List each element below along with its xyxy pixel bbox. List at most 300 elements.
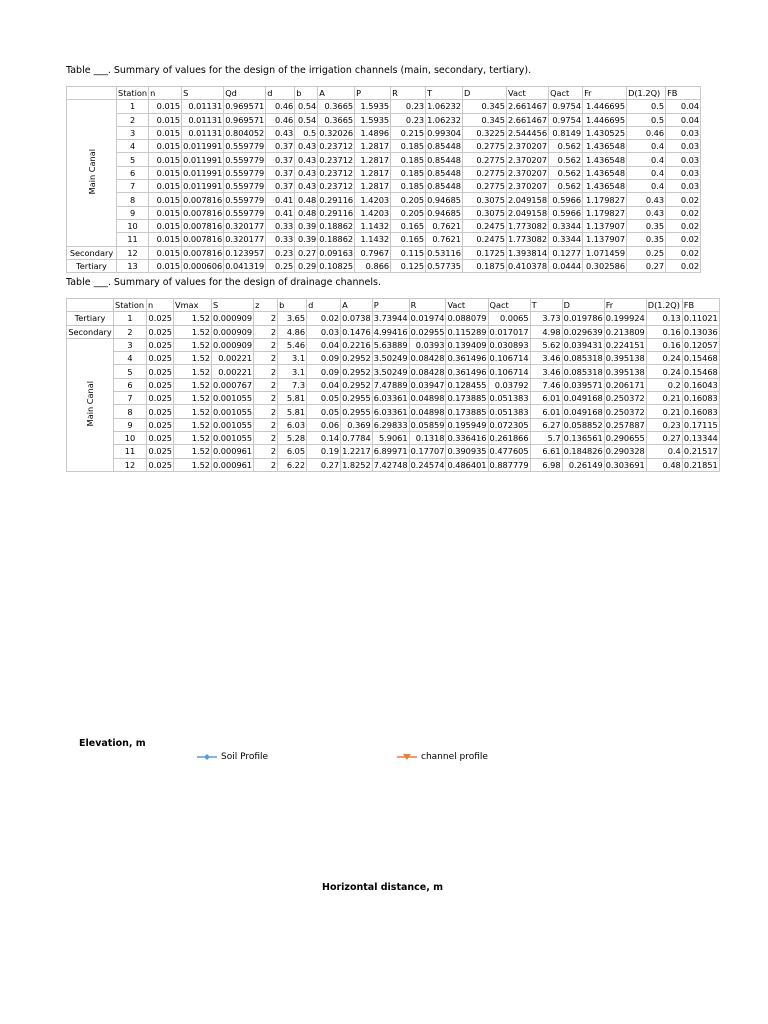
table-cell: 0.290328 — [605, 446, 645, 457]
table-cell: 0.7621 — [426, 219, 463, 232]
table-cell: 1.1432 — [355, 219, 391, 232]
table-cell: 2 — [254, 458, 278, 471]
table-cell: 0.9754 — [549, 113, 583, 126]
table-cell: 0.866 — [355, 259, 391, 272]
column-header: b — [295, 87, 318, 100]
table-cell: 0.48 — [295, 206, 318, 219]
table-cell: 1.8252 — [342, 459, 371, 470]
chart-x-axis-label: Horizontal distance, m — [322, 882, 444, 893]
table-cell: 0.43 — [295, 180, 318, 193]
table-cell: 0.2775 — [462, 166, 506, 179]
table-cell: 0.2 — [646, 378, 682, 391]
group-label — [67, 100, 117, 246]
table-cell: 7 — [117, 180, 149, 193]
table-cell: 0.21 — [646, 405, 682, 418]
table-cell: 0.320177 — [225, 234, 265, 245]
table-cell: 0.27 — [627, 259, 666, 272]
table-cell: 0.320177 — [225, 221, 265, 232]
column-header: Vact — [506, 87, 548, 100]
table-cell: 0.025 — [147, 445, 174, 458]
table-cell: 0.03 — [666, 140, 701, 153]
table-cell: 0.085318 — [563, 353, 603, 364]
irrigation-table-caption: Table ___. Summary of values for the design of the irrigation channels (main, secondary, tertiary). — [66, 65, 532, 76]
table-cell: 0.29 — [295, 259, 318, 272]
table-cell: 1.430525 — [583, 126, 627, 139]
table-row — [67, 352, 720, 365]
table-cell: 0.128455 — [447, 379, 487, 390]
table-cell: 0.165 — [391, 219, 426, 232]
table-cell: 0.025 — [147, 418, 174, 431]
table-cell: 0.2952 — [342, 353, 371, 364]
table-cell: 0.559779 — [225, 154, 265, 165]
table-cell: 6.61 — [530, 445, 562, 458]
table-cell: 0.3344 — [549, 219, 583, 232]
table-cell: 0.14 — [307, 431, 341, 444]
legend-channel-profile-marker-icon — [397, 753, 417, 761]
table-cell: 0.46 — [627, 126, 666, 139]
table-cell: 0.03 — [666, 180, 701, 193]
table-cell: 6.03361 — [373, 393, 408, 404]
table-cell: 0.13 — [646, 312, 682, 325]
group-label — [67, 312, 114, 325]
column-header: S — [212, 299, 254, 312]
table-cell: 0.361496 — [447, 366, 487, 377]
table-row — [67, 458, 720, 471]
table-cell: 1.1432 — [355, 233, 391, 246]
column-header: z — [254, 299, 278, 312]
legend-soil-profile-label: Soil Profile — [221, 752, 269, 762]
group-label — [67, 325, 114, 338]
table-cell: 6.01 — [530, 392, 562, 405]
table-cell: 3 — [114, 338, 147, 351]
table-cell: 2.661467 — [507, 114, 548, 125]
table-cell: 0.15468 — [683, 353, 718, 364]
table-cell: 1.52 — [174, 338, 212, 351]
table-cell: 7.42748 — [373, 459, 408, 470]
table-cell: 1.071459 — [583, 246, 627, 259]
table-cell: 0.185 — [391, 180, 426, 193]
table-cell: 8 — [114, 405, 147, 418]
table-cell: 1.436548 — [583, 140, 627, 153]
table-cell: 0.115 — [391, 246, 426, 259]
table-cell: 0.015 — [149, 219, 182, 232]
table-row — [67, 180, 701, 193]
table-cell: 0.18862 — [319, 221, 354, 232]
table-cell: 0.03 — [307, 325, 341, 338]
table-cell: 0.019786 — [563, 313, 603, 324]
table-cell: 2 — [254, 365, 278, 378]
table-cell: 0.43 — [266, 126, 295, 139]
column-header: Qact — [549, 87, 583, 100]
table-cell: 0.00221 — [212, 352, 254, 365]
table-cell: 1.06232 — [427, 101, 461, 112]
column-header: n — [147, 299, 174, 312]
table-cell: 0.9754 — [549, 100, 583, 113]
table-cell: 13 — [117, 259, 149, 272]
group-label-text: Secondary — [69, 247, 114, 258]
table-cell: 3.73944 — [373, 313, 408, 324]
column-header: d — [266, 87, 295, 100]
table-cell: 0.48 — [646, 458, 682, 471]
column-header: D — [462, 87, 506, 100]
table-cell: 0.32026 — [319, 128, 354, 139]
table-cell: 0.390935 — [447, 446, 487, 457]
table-cell: 0.3665 — [318, 100, 355, 113]
table-cell: 2.544456 — [507, 128, 548, 139]
table-cell: 0.37 — [266, 180, 295, 193]
table-cell: 0.23712 — [319, 167, 354, 178]
table-cell: 0.1277 — [549, 246, 583, 259]
table-cell: 0.136561 — [563, 433, 603, 444]
table-row — [67, 338, 720, 351]
table-cell: 0.85448 — [427, 154, 461, 165]
table-row — [67, 233, 701, 246]
table-cell: 0.21517 — [683, 446, 718, 457]
table-cell: 0.173885 — [447, 393, 487, 404]
table-cell: 1.773082 — [507, 234, 548, 245]
table-cell: 1.446695 — [583, 100, 627, 113]
table-cell: 0.23712 — [319, 141, 354, 152]
table-cell: 0.000909 — [213, 340, 253, 351]
table-cell: 0.05 — [307, 405, 341, 418]
column-header: R — [409, 299, 446, 312]
table-cell: 0.410378 — [507, 261, 548, 271]
table-cell: 3.1 — [278, 365, 307, 378]
table-cell: 0.01131 — [182, 113, 224, 126]
table-cell: 0.39 — [295, 233, 318, 246]
table-cell: 0.173885 — [447, 406, 487, 417]
table-cell: 3.46 — [530, 352, 562, 365]
table-cell: 7.46 — [530, 378, 562, 391]
table-cell: 0.486401 — [447, 459, 487, 470]
table-cell: 0.125 — [391, 259, 426, 272]
table-cell: 0.4 — [627, 140, 666, 153]
table-cell: 0.001055 — [213, 419, 253, 430]
table-cell: 8 — [117, 193, 149, 206]
table-cell: 6.22 — [278, 458, 307, 471]
table-cell: 0.2475 — [462, 219, 506, 232]
table-cell: 0.41 — [266, 193, 295, 206]
table-cell: 1.436548 — [583, 153, 627, 166]
table-cell: 1.4896 — [355, 126, 391, 139]
table-cell: 3.50249 — [373, 366, 408, 377]
table-cell: 0.02 — [666, 233, 701, 246]
table-cell: 2.049158 — [507, 207, 548, 218]
table-cell: 0.115289 — [447, 326, 487, 337]
table-row — [67, 113, 701, 126]
table-cell: 0.2775 — [462, 180, 506, 193]
table-cell: 0.185 — [391, 166, 426, 179]
table-cell: 0.99304 — [427, 128, 461, 139]
table-cell: 0.10825 — [319, 261, 354, 271]
table-cell: 1.52 — [174, 445, 212, 458]
table-cell: 0.27 — [646, 431, 682, 444]
legend-soil-profile — [197, 752, 268, 762]
group-label-text: Tertiary — [76, 261, 107, 271]
table-cell: 0.04898 — [410, 393, 445, 404]
table-cell: 6.89971 — [373, 446, 408, 457]
table-cell: 0.559779 — [225, 194, 265, 205]
table-cell: 0.85448 — [427, 167, 461, 178]
table-cell: 0.17707 — [410, 446, 445, 457]
table-cell: 1.52 — [174, 431, 212, 444]
table-cell: 0.477605 — [489, 446, 529, 457]
column-header: D(1.2Q) — [627, 87, 666, 100]
table-cell: 0.000961 — [213, 446, 253, 457]
table-cell: 0.395138 — [605, 366, 645, 377]
table-cell: 0.000961 — [213, 459, 253, 470]
table-cell: 2 — [254, 392, 278, 405]
table-cell: 0.03947 — [410, 379, 445, 390]
table-cell: 7 — [114, 392, 147, 405]
table-cell: 3.50249 — [373, 353, 408, 364]
table-cell: 1.2217 — [342, 446, 371, 457]
table-cell: 2.370207 — [507, 154, 548, 165]
table-cell: 1.4203 — [355, 193, 391, 206]
table-cell: 6 — [114, 378, 147, 391]
table-cell: 0.09 — [307, 352, 341, 365]
group-label — [67, 338, 114, 471]
table-cell: 3 — [117, 126, 149, 139]
table-cell: 0.039431 — [563, 340, 603, 351]
table-cell: 1.52 — [174, 405, 212, 418]
table-cell: 1.52 — [174, 325, 212, 338]
table-cell: 0.195949 — [447, 419, 487, 430]
table-cell: 0.887779 — [489, 459, 529, 470]
table-cell: 0.39 — [295, 219, 318, 232]
table-cell: 0.250372 — [605, 406, 645, 417]
table-cell: 0.29116 — [319, 207, 354, 218]
table-cell: 0.02 — [666, 193, 701, 206]
table-cell: 0.00221 — [212, 365, 254, 378]
table-cell: 2 — [254, 325, 278, 338]
table-cell: 0.27 — [295, 246, 318, 259]
table-row — [67, 259, 701, 272]
table-cell: 2 — [254, 352, 278, 365]
table-row — [67, 246, 701, 259]
table-cell: 0.369 — [341, 418, 373, 431]
table-cell: 0.2955 — [342, 406, 371, 417]
table-cell: 1.137907 — [583, 219, 627, 232]
table-row — [67, 206, 701, 219]
table-cell: 0.09163 — [319, 247, 354, 258]
table-cell: 0.007816 — [183, 194, 223, 205]
table-cell: 6 — [117, 166, 149, 179]
table-cell: 0.025 — [147, 431, 174, 444]
table-cell: 0.106714 — [489, 366, 529, 377]
table-cell: 0.139409 — [447, 340, 487, 351]
column-header: A — [341, 299, 373, 312]
table-cell: 0.041319 — [225, 261, 265, 271]
table-cell: 2.370207 — [507, 141, 548, 152]
table-cell: 0.17115 — [683, 419, 718, 430]
table-cell: 0.85448 — [427, 181, 461, 192]
table-cell: 0.562 — [549, 166, 583, 179]
table-cell: 0.015 — [149, 246, 182, 259]
table-cell: 0.303691 — [605, 459, 645, 470]
table-cell: 1.4203 — [355, 206, 391, 219]
corner-cell — [67, 299, 114, 312]
table-cell: 12 — [117, 246, 149, 259]
table-cell: 0.0393 — [409, 338, 446, 351]
table-cell: 3.73 — [530, 312, 562, 325]
table-cell: 0.43 — [295, 153, 318, 166]
table-cell: 0.23712 — [319, 181, 354, 192]
table-cell: 0.205 — [391, 206, 426, 219]
group-label — [67, 259, 117, 272]
table-cell: 0.085318 — [563, 366, 603, 377]
header-row — [67, 87, 701, 100]
table-cell: 10 — [114, 431, 147, 444]
table-cell: 0.1476 — [342, 326, 371, 337]
table-cell: 0.290655 — [605, 433, 645, 444]
table-cell: 0.001055 — [213, 406, 253, 417]
table-cell: 0.969571 — [225, 101, 265, 112]
table-cell: 0.3075 — [462, 206, 506, 219]
table-cell: 0.051383 — [489, 406, 529, 417]
table-cell: 0.001055 — [213, 433, 253, 444]
table-cell: 0.4 — [627, 166, 666, 179]
table-cell: 7.47889 — [373, 379, 408, 390]
table-cell: 1.52 — [174, 352, 212, 365]
table-cell: 0.94685 — [427, 207, 461, 218]
column-header: Station — [114, 299, 147, 312]
table-cell: 0.01974 — [410, 313, 445, 324]
table-cell: 0.7784 — [342, 433, 371, 444]
table-cell: 0.16 — [646, 338, 682, 351]
table-cell: 0.2775 — [462, 140, 506, 153]
table-row — [67, 166, 701, 179]
table-cell: 0.02 — [666, 246, 701, 259]
table-cell: 0.4 — [627, 153, 666, 166]
table-cell: 2 — [254, 431, 278, 444]
corner-cell — [67, 87, 117, 100]
table-cell: 5.46 — [278, 338, 307, 351]
group-label-text: Main Canal — [86, 148, 97, 195]
column-header: P — [372, 299, 409, 312]
table-cell: 2.049158 — [507, 194, 548, 205]
table-cell: 0.106714 — [489, 353, 529, 364]
column-header: Fr — [604, 299, 646, 312]
table-cell: 0.04 — [666, 113, 701, 126]
table-cell: 0.12057 — [683, 340, 718, 351]
table-cell: 0.15468 — [683, 366, 718, 377]
table-cell: 0.25 — [627, 246, 666, 259]
table-cell: 6.01 — [530, 405, 562, 418]
table-cell: 0.562 — [549, 140, 583, 153]
table-cell: 3.65 — [278, 312, 307, 325]
table-cell: 0.213809 — [605, 326, 645, 337]
table-cell: 0.4 — [646, 445, 682, 458]
chart-y-axis-label: Elevation, m — [79, 738, 146, 749]
table-row — [67, 312, 720, 325]
table-cell: 0.2775 — [462, 153, 506, 166]
table-cell: 0.049168 — [563, 406, 603, 417]
table-cell: 0.000767 — [213, 379, 253, 390]
column-header: Qd — [224, 87, 266, 100]
table-cell: 1.52 — [174, 458, 212, 471]
table-cell: 0.03 — [666, 126, 701, 139]
header-row — [67, 299, 720, 312]
table-cell: 0.02 — [307, 312, 341, 325]
table-cell: 0.000909 — [213, 326, 253, 337]
table-cell: 0.33 — [266, 219, 295, 232]
table-cell: 0.015 — [149, 233, 182, 246]
table-cell: 0.5966 — [549, 193, 583, 206]
table-cell: 2 — [114, 325, 147, 338]
column-header: T — [426, 87, 463, 100]
table-cell: 0.3225 — [462, 126, 506, 139]
table-cell: 1.5935 — [355, 100, 391, 113]
table-cell: 0.007816 — [183, 207, 223, 218]
table-cell: 0.165 — [391, 233, 426, 246]
table-row — [67, 325, 720, 338]
table-cell: 9 — [117, 206, 149, 219]
table-cell: 10 — [117, 219, 149, 232]
table-row — [67, 405, 720, 418]
table-cell: 0.088079 — [447, 313, 487, 324]
table-cell: 0.025 — [147, 338, 174, 351]
table-cell: 5.63889 — [373, 340, 408, 351]
table-cell: 0.007816 — [183, 247, 223, 258]
table-cell: 0.43 — [295, 140, 318, 153]
table-cell: 1.179827 — [583, 193, 627, 206]
table-cell: 0.011991 — [183, 167, 223, 178]
table-cell: 1.2817 — [355, 153, 391, 166]
table-row — [67, 193, 701, 206]
table-cell: 0.01131 — [182, 126, 224, 139]
table-cell: 1.446695 — [583, 113, 627, 126]
group-label-text: Tertiary — [74, 313, 106, 324]
table-cell: 0.48 — [295, 193, 318, 206]
table-cell: 1.436548 — [583, 180, 627, 193]
table-cell: 0.029639 — [563, 326, 603, 337]
table-cell: 2.661467 — [507, 101, 548, 112]
table-cell: 0.1875 — [462, 259, 506, 272]
table-cell: 0.5 — [295, 126, 318, 139]
table-cell: 0.015 — [149, 206, 182, 219]
table-cell: 6.03361 — [373, 406, 408, 417]
table-cell: 0.015 — [149, 180, 182, 193]
table-cell: 4.86 — [278, 325, 307, 338]
table-cell: 0.57735 — [427, 261, 461, 271]
table-cell: 0.24 — [646, 365, 682, 378]
table-cell: 0.025 — [147, 325, 174, 338]
table-cell: 0.23712 — [319, 154, 354, 165]
table-cell: 0.03 — [666, 166, 701, 179]
column-header: Station — [118, 88, 148, 99]
table-row — [67, 378, 720, 391]
column-header: P — [355, 87, 391, 100]
table-cell: 0.206171 — [605, 379, 645, 390]
table-cell: 1.393814 — [507, 247, 548, 258]
table-cell: 0.02 — [666, 206, 701, 219]
table-cell: 0.2475 — [462, 233, 506, 246]
table-cell: 0.05859 — [410, 419, 445, 430]
table-cell: 0.43 — [627, 193, 666, 206]
table-cell: 0.011991 — [183, 154, 223, 165]
table-cell: 0.562 — [549, 180, 583, 193]
table-row — [67, 418, 720, 431]
column-header: n — [149, 87, 182, 100]
table-cell: 0.18862 — [319, 234, 354, 245]
table-cell: 0.37 — [266, 153, 295, 166]
group-label-text: Secondary — [68, 326, 112, 337]
table-cell: 0.015 — [149, 113, 182, 126]
column-header: D(1.2Q) — [646, 299, 682, 312]
table-cell: 12 — [114, 458, 147, 471]
table-cell: 4 — [114, 352, 147, 365]
